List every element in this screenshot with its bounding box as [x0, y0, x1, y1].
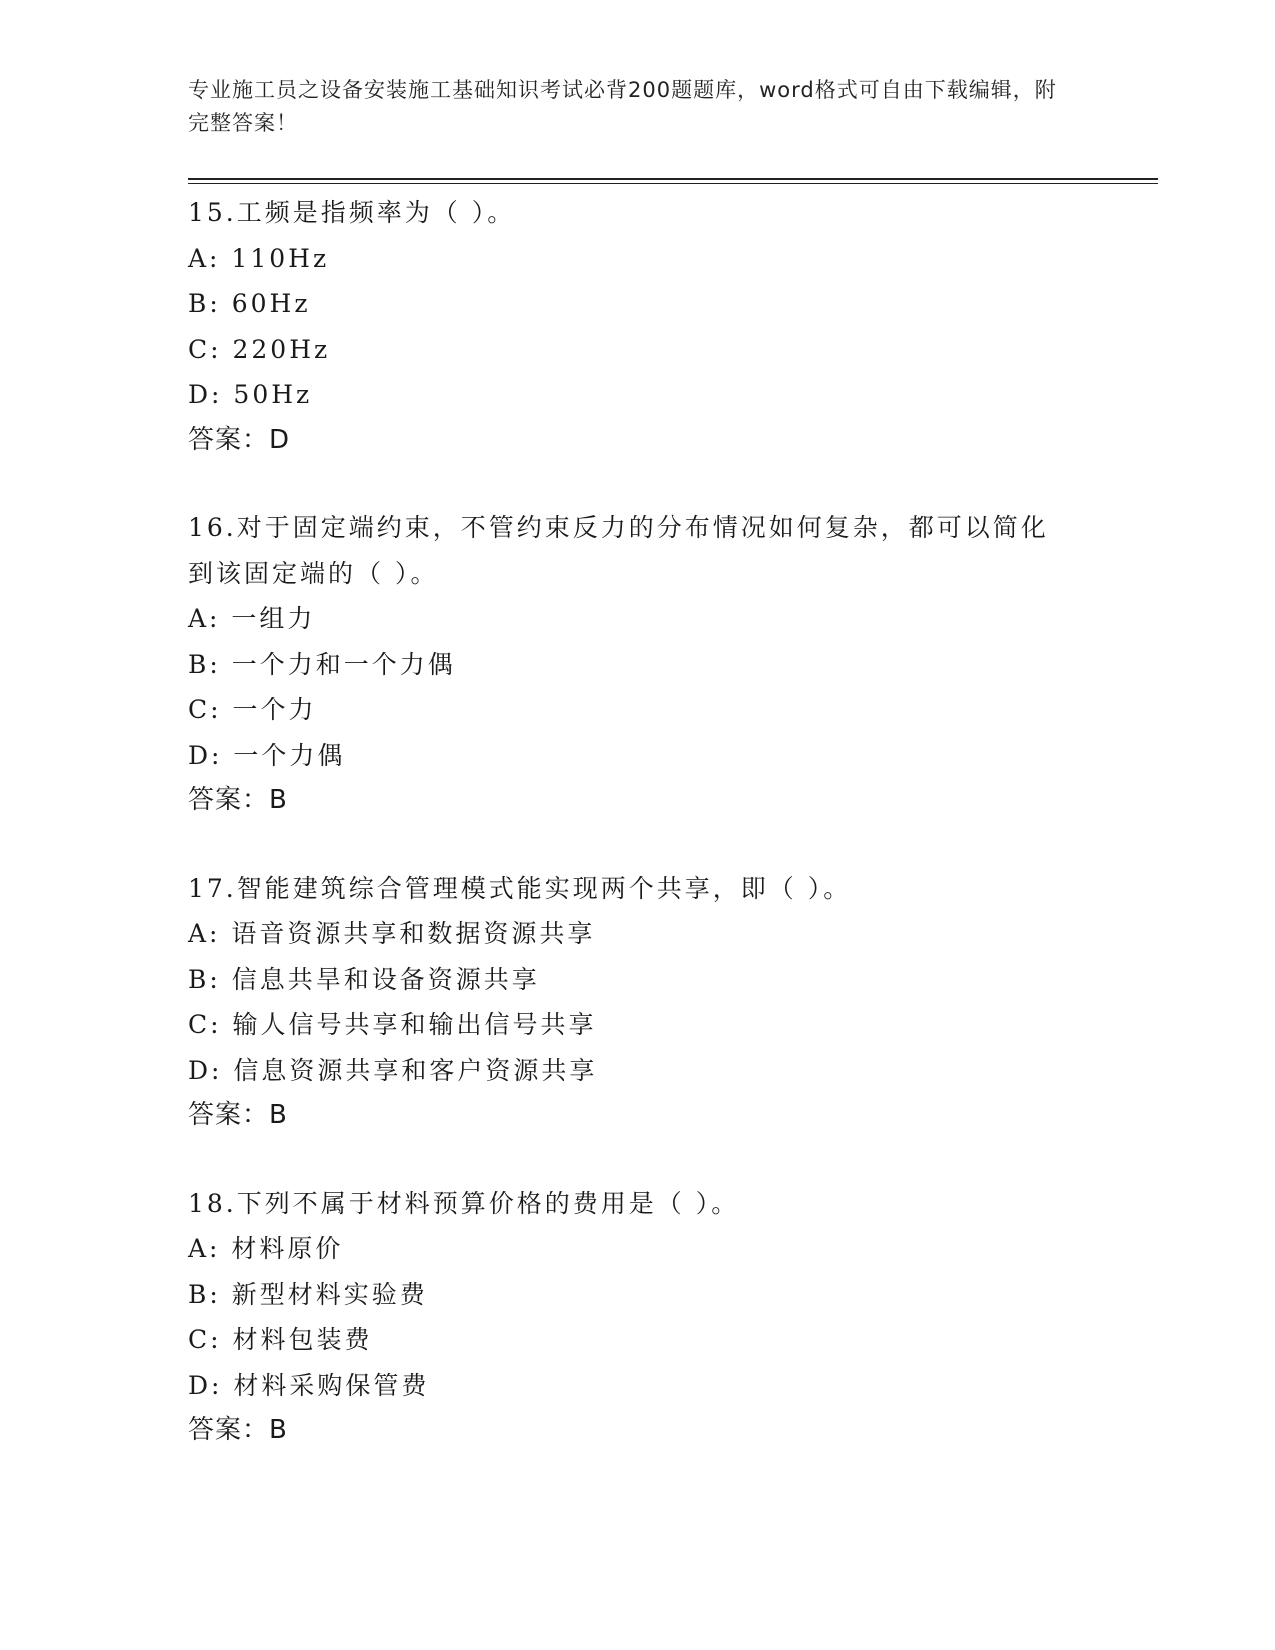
question-17: [188, 866, 1088, 1139]
option-d: D: 材料采购保管费: [188, 1370, 430, 1400]
option-b: B: 新型材料实验费: [188, 1279, 428, 1309]
answer: 答案：D: [188, 424, 291, 455]
option-d: D: 信息资源共享和客户资源共享: [188, 1055, 598, 1085]
question-16: [188, 505, 1088, 824]
question-stem: 16.对于固定端约束，不管约束反力的分布情况如何复杂，都可以简化到该固定端的（ ）。: [188, 513, 1049, 588]
header-divider-thin: [188, 183, 1158, 184]
question-stem: 15.工频是指频率为（ ）。: [188, 198, 516, 227]
option-a: A: 110Hz: [188, 243, 330, 273]
option-a: A: 材料原价: [188, 1234, 344, 1263]
question-list: [188, 190, 1088, 1496]
option-b: B: 一个力和一个力偶: [188, 649, 456, 679]
option-b: B: 信息共旱和设备资源共享: [188, 964, 540, 994]
answer: 答案：B: [188, 1415, 288, 1445]
question-18: [188, 1181, 1088, 1454]
option-d: D: 一个力偶: [188, 740, 346, 770]
option-c: C: 一个力: [188, 695, 317, 724]
option-a: A: 语音资源共享和数据资源共享: [188, 919, 596, 948]
question-stem: 17.智能建筑综合管理模式能实现两个共享，即（ ）。: [188, 873, 852, 903]
header-divider-thick: [188, 178, 1158, 180]
question-stem: 18.下列不属于材料预算价格的费用是（ ）。: [188, 1188, 740, 1218]
option-c: C: 输人信号共享和输出信号共享: [188, 1010, 597, 1039]
answer: 答案：B: [188, 1100, 288, 1130]
document-header: 专业施工员之设备安装施工基础知识考试必背200题题库，word格式可自由下载编辑，附完整答案！: [188, 78, 1057, 135]
option-c: C: 220Hz: [188, 334, 331, 364]
option-c: C: 材料包装费: [188, 1325, 373, 1354]
question-15: [188, 190, 1088, 463]
answer: 答案：B: [188, 785, 288, 815]
option-a: A: 一组力: [188, 604, 316, 633]
option-b: B: 60Hz: [188, 289, 311, 318]
option-d: D: 50Hz: [188, 380, 313, 409]
